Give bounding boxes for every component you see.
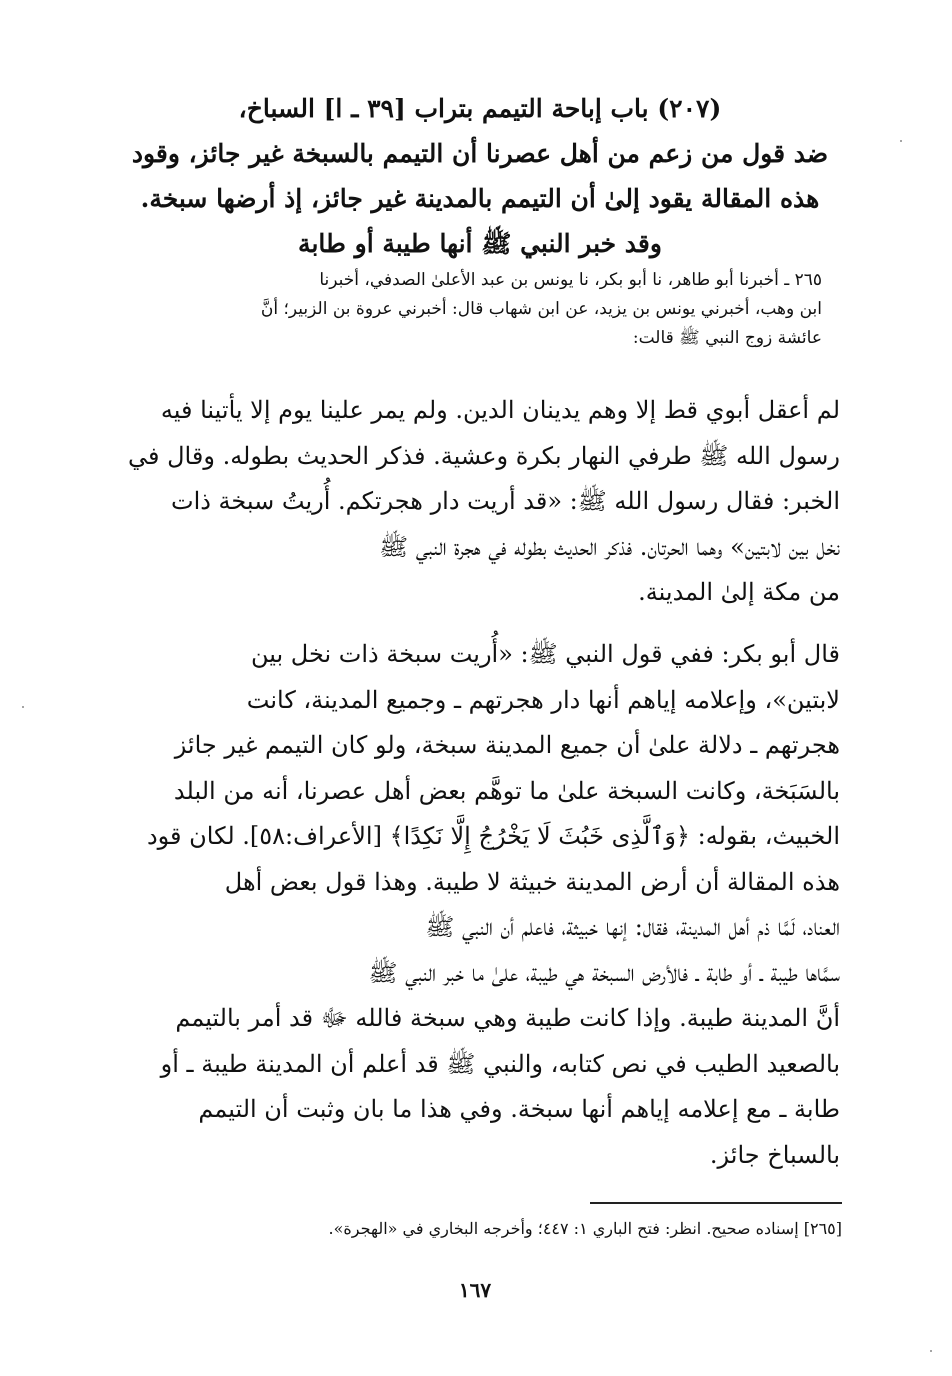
scan-speck	[930, 1350, 932, 1352]
chapter-heading	[120, 86, 840, 266]
commentary-line: العناد، لَمَّا ذم أهل المدينة، فقال: إنها خبيثة، فاعلم أن النبي ﷺ	[425, 913, 840, 941]
heading-line: (٢٠٧) باب إباحة التيمم بتراب [٣٩ ـ ا] السباخ،	[238, 94, 722, 123]
hadith-line: رسول الله ﷺ طرفي النهار بكرة وعشية. فذكر الحديث بطوله. وقال في	[128, 441, 840, 470]
scan-speck	[900, 140, 902, 142]
hadith-text	[100, 388, 840, 616]
isnad-chain	[100, 266, 822, 353]
commentary-line: هجرتهم ـ دلالة علىٰ أن جميع المدينة سبخة، ولو كان التيمم غير جائز	[174, 731, 840, 759]
commentary-line: الخبيث، بقوله: ﴿وَٱلَّذِى خَبُثَ لَا يَخْرُجُ إِلَّا نَكِدًا﴾ [الأعراف:٥٨]. لكان قود	[146, 822, 840, 850]
hadith-line: لم أعقل أبوي قط إلا وهم يدينان الدين. ولم يمر علينا يوم إلا يأتينا فيه	[160, 396, 840, 424]
isnad-line: ابن وهب، أخبرني يونس بن يزيد، عن ابن شهاب قال: أخبرني عروة بن الزبير؛ أنَّ	[260, 299, 822, 319]
commentary-line: بالسباخ جائز.	[709, 1140, 840, 1169]
isnad-line: ٢٦٥ ـ أخبرنا أبو طاهر، نا أبو بكر، نا يونس بن عبد الأعلىٰ الصدفي، أخبرنا	[319, 270, 822, 290]
footnote-divider	[590, 1202, 842, 1204]
hadith-line: الخبر: فقال رسول الله ﷺ: «قد أريت دار هجرتكم. أُريتُ سبخة ذات	[170, 487, 840, 515]
commentary-line: قال أبو بكر: ففي قول النبي ﷺ: «أُريت سبخة ذات نخل بين	[250, 640, 840, 668]
hadith-line: من مكة إلىٰ المدينة.	[638, 578, 840, 606]
footnote: [٢٦٥] إسناده صحيح. انظر: فتح الباري ١: ٤٤٧؛ وأخرجه البخاري في «الهجرة».	[328, 1219, 842, 1238]
commentary-line: هذه المقالة أن أرض المدينة خبيثة لا طيبة. وهذا قول بعض أهل	[224, 867, 840, 896]
heading-line: ضد قول من زعم من أهل عصرنا أن التيمم بالسبخة غير جائز، وقود	[131, 139, 829, 168]
commentary-text	[100, 632, 840, 1178]
commentary-line: بالصعيد الطيب في نص كتابه، والنبي ﷺ قد أعلم أن المدينة طيبة ـ أو	[160, 1049, 840, 1078]
commentary-line: لابتين»، وإعلامه إياهم أنها دار هجرتهم ـ وجميع المدينة، كانت	[246, 685, 840, 714]
commentary-line: سمَّاها طيبة ـ أو طابة ـ فالأرض السبخة هي طيبة، علىٰ ما خبر النبي ﷺ	[368, 958, 840, 987]
page-number: ١٦٧	[458, 1278, 492, 1302]
heading-line: هذه المقالة يقود إلىٰ أن التيمم بالمدينة غير جائز، إذ أرضها سبخة.	[140, 184, 820, 213]
commentary-line: بالسَبَخة، وكانت السبخة علىٰ ما توهَّم بعض أهل عصرنا، أنه من البلد	[173, 776, 840, 805]
hadith-line: نخل بين لابتين» وهما الحرتان. فذكر الحديث بطوله في هجرة النبي ﷺ	[379, 532, 840, 561]
heading-line: وقد خبر النبي ﷺ أنها طيبة أو طابة	[298, 229, 662, 258]
commentary-line: أنَّ المدينة طيبة. وإذا كانت طيبة وهي سبخة فالله ﷻ قد أمر بالتيمم	[175, 1004, 840, 1032]
commentary-line: طابة ـ مع إعلامه إياهم أنها سبخة. وفي هذا ما بان وثبت أن التيمم	[198, 1095, 840, 1123]
isnad-line: عائشة زوج النبي ﷺ قالت:	[632, 328, 822, 348]
scan-speck	[22, 706, 24, 708]
